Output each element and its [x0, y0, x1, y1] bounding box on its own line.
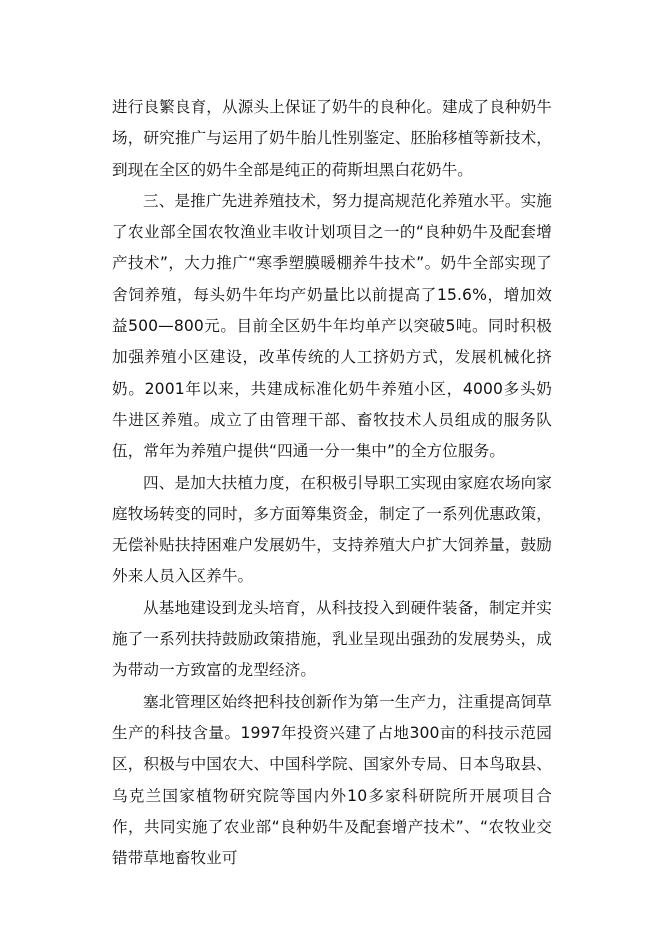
paragraph-summary: 从基地建设到龙头培育，从科技投入到硬件装备，制定并实施了一系列扶持鼓励政策措施，乳业呈现出强劲的发展势头，成为带动一方致富的龙型经济。: [112, 598, 552, 680]
paragraph-continuation: 进行良繁良育，从源头上保证了奶牛的良种化。建成了良种奶牛场，研究推广与运用了奶牛胎儿性别鉴定、胚胎移植等新技术，到现在全区的奶牛全部是纯正的荷斯坦黑白花奶牛。: [112, 98, 552, 179]
paragraph-breeding-techniques: 三、是推广先进养殖技术，努力提高规范化养殖水平。实施了农业部全国农牧渔业丰收计划项目之一的“良种奶牛及配套增产技术”，大力推广“寒季塑膜暖棚养牛技术”。奶牛全部实现了舍饲养殖，每头奶牛年均产奶量比以前提高了15.6%，增加效益500—800元。目前全区奶牛年均单产以突破5吨。同时积极加强养殖小区建设，改革传统的人工挤奶方式，发展机械化挤奶。2001年以来，共建成标准化奶牛养殖小区，4000多头奶牛进区养殖。成立了由管理干部、畜牧技术人员组成的服务队伍，常年为养殖户提供“四通一分一集中”的全方位服务。: [112, 191, 552, 461]
document-body: [112, 92, 552, 874]
paragraph-support-policies: 四、是加大扶植力度，在积极引导职工实现由家庭农场向家庭牧场转变的同时，多方面筹集资金，制定了一系列优惠政策，无偿补贴扶持困难户发展奶牛，支持养殖大户扩大饲养量，鼓励外来人员入区养牛。: [112, 473, 552, 586]
paragraph-tech-innovation: 塞北管理区始终把科技创新作为第一生产力，注重提高饲草生产的科技含量。1997年投资兴建了占地300亩的科技示范园区，积极与中国农大、中国科学院、国家外专局、日本鸟取县、乌克兰国家植物研究院等国内外10多家科研院所开展项目合作，共同实施了农业部“良种奶牛及配套增产技术”、“农牧业交错带草地畜牧业可: [112, 692, 552, 868]
